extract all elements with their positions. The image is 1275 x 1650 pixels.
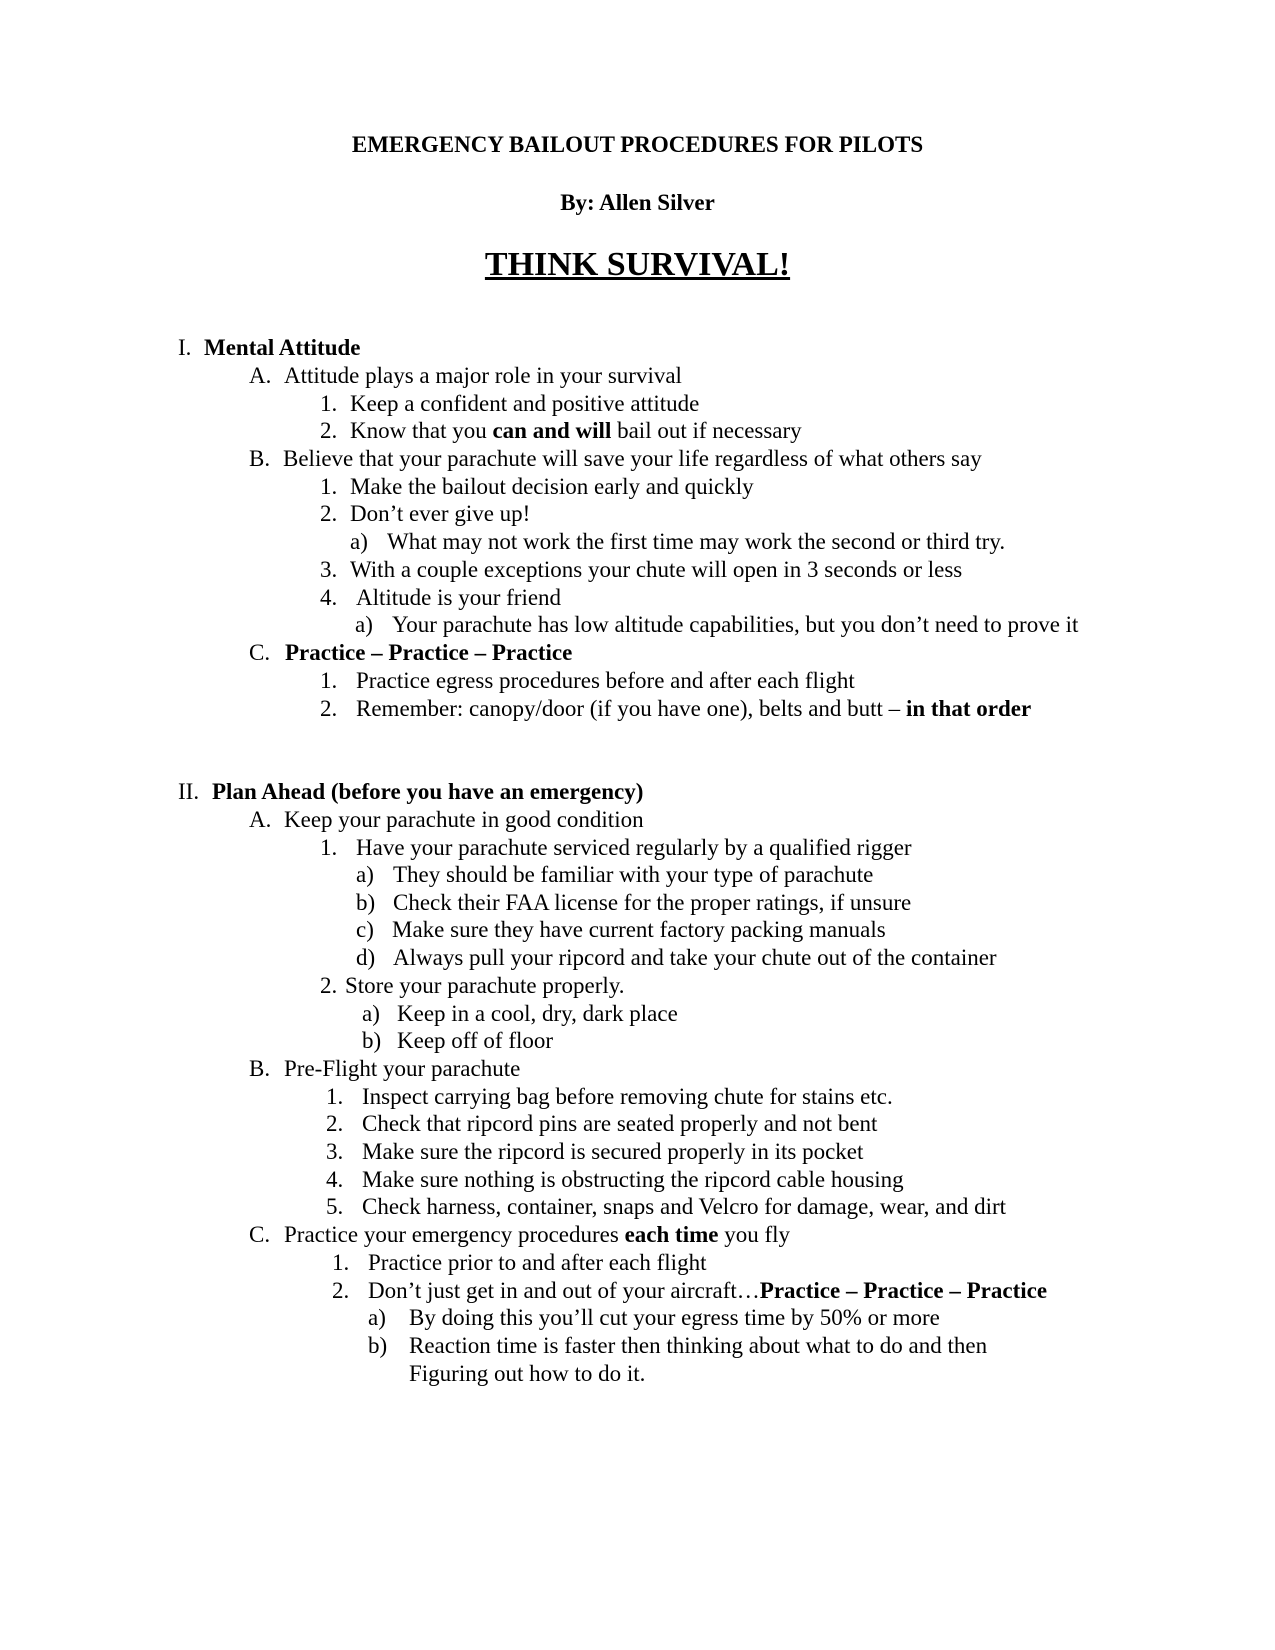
body-text: Check their FAA license for the proper ratings, if unsure xyxy=(393,890,912,915)
outline-marker: 4. xyxy=(320,585,338,610)
outline-marker: 2. xyxy=(320,696,338,721)
outline-text xyxy=(350,392,699,415)
outline-text xyxy=(392,918,886,941)
body-text: Practice your emergency procedures xyxy=(284,1222,625,1247)
outline-text xyxy=(409,1362,645,1385)
outline-marker: 1. xyxy=(326,1084,344,1109)
outline-text xyxy=(284,1223,790,1246)
outline-text xyxy=(283,447,982,470)
outline-text xyxy=(393,863,873,886)
outline-marker: 1. xyxy=(320,474,338,499)
outline-text xyxy=(397,1029,553,1052)
body-text: Make sure the ripcord is secured properly in its pocket xyxy=(362,1139,864,1164)
outline-text xyxy=(212,780,643,803)
body-text: Reaction time is faster then thinking about what to do and then xyxy=(409,1333,988,1358)
outline-text xyxy=(284,808,644,831)
outline-text xyxy=(350,475,754,498)
outline-marker: 1. xyxy=(320,391,338,416)
body-text: Altitude is your friend xyxy=(356,585,562,610)
outline-text xyxy=(362,1168,904,1191)
outline-marker: d) xyxy=(356,945,376,970)
outline-text xyxy=(393,891,911,914)
outline-text xyxy=(368,1279,1047,1302)
outline-marker: B. xyxy=(249,446,271,471)
outline-text xyxy=(397,1002,678,1025)
outline-marker: 2. xyxy=(320,418,338,443)
emphasis-text: Plan Ahead (before you have an emergency) xyxy=(212,779,644,804)
outline-text xyxy=(362,1085,893,1108)
author-byline: By: Allen Silver xyxy=(560,190,715,215)
outline-text xyxy=(284,1057,520,1080)
emphasis-text: Mental Attitude xyxy=(204,335,361,360)
outline-marker: A. xyxy=(249,363,272,388)
outline-text xyxy=(362,1112,877,1135)
outline-marker: 2. xyxy=(320,973,338,998)
outline-text xyxy=(362,1140,863,1163)
document-title: EMERGENCY BAILOUT PROCEDURES FOR PILOTS xyxy=(351,132,924,157)
body-text: Know that you xyxy=(350,418,493,443)
outline-marker: C. xyxy=(249,1222,271,1247)
outline-text xyxy=(362,1195,1006,1218)
body-text: Check harness, container, snaps and Velcro for damage, wear, and dirt xyxy=(362,1194,1007,1219)
body-text: Have your parachute serviced regularly by a qualified rigger xyxy=(356,835,912,860)
body-text: Believe that your parachute will save your life regardless of what others say xyxy=(283,446,982,471)
outline-marker: 1. xyxy=(320,835,338,860)
body-text: Keep your parachute in good condition xyxy=(284,807,644,832)
outline-marker: a) xyxy=(368,1305,386,1330)
outline-text xyxy=(284,364,682,387)
emphasis-text: Practice – Practice – Practice xyxy=(285,640,573,665)
emphasis-text: Practice – Practice – Practice xyxy=(759,1278,1048,1303)
outline-marker: c) xyxy=(356,917,374,942)
body-text: Check that ripcord pins are seated properly and not bent xyxy=(362,1111,878,1136)
outline-text xyxy=(285,641,572,664)
outline-text xyxy=(392,613,1078,636)
outline-marker: b) xyxy=(362,1028,382,1053)
outline-text xyxy=(409,1334,987,1357)
body-text: Keep a confident and positive attitude xyxy=(350,391,700,416)
body-text: Keep off of floor xyxy=(397,1028,554,1053)
emphasis-text: in that order xyxy=(905,696,1032,721)
outline-marker: 2. xyxy=(326,1111,344,1136)
outline-marker: 1. xyxy=(320,668,338,693)
body-text: Make sure nothing is obstructing the ripcord cable housing xyxy=(362,1167,904,1192)
body-text: Don’t just get in and out of your aircraft… xyxy=(368,1278,760,1303)
emphasis-text: each time xyxy=(624,1222,719,1247)
body-text: Store your parachute properly. xyxy=(345,973,625,998)
outline-text xyxy=(350,502,530,525)
outline-marker: a) xyxy=(350,529,368,554)
slogan-heading: THINK SURVIVAL! xyxy=(484,246,791,283)
body-text: Practice egress procedures before and after each flight xyxy=(356,668,855,693)
outline-marker: 4. xyxy=(326,1167,344,1192)
outline-marker: 1. xyxy=(332,1250,350,1275)
outline-marker: 3. xyxy=(320,557,338,582)
outline-marker: I. xyxy=(178,335,192,360)
body-text: With a couple exceptions your chute will open in 3 seconds or less xyxy=(350,557,963,582)
outline-marker: a) xyxy=(362,1001,380,1026)
body-text: Don’t ever give up! xyxy=(350,501,531,526)
body-text: Inspect carrying bag before removing chute for stains etc. xyxy=(362,1084,893,1109)
body-text: Pre-Flight your parachute xyxy=(284,1056,521,1081)
outline-marker: 2. xyxy=(332,1278,350,1303)
outline-text xyxy=(350,558,962,581)
outline-text xyxy=(345,974,625,997)
body-text: Always pull your ripcord and take your chute out of the container xyxy=(393,945,997,970)
emphasis-text: can and will xyxy=(492,418,612,443)
outline-text xyxy=(356,836,912,859)
outline-marker: a) xyxy=(356,862,374,887)
outline-text xyxy=(204,336,361,359)
outline-marker: II. xyxy=(178,779,200,804)
outline-text xyxy=(356,669,855,692)
body-text: Make the bailout decision early and quickly xyxy=(350,474,754,499)
outline-text xyxy=(368,1251,706,1274)
body-text: Keep in a cool, dry, dark place xyxy=(397,1001,678,1026)
outline-marker: 2. xyxy=(320,501,338,526)
outline-marker: b) xyxy=(368,1333,388,1358)
body-text: They should be familiar with your type of parachute xyxy=(393,862,874,887)
body-text: you fly xyxy=(718,1222,791,1247)
outline-text xyxy=(409,1306,940,1329)
outline-marker: a) xyxy=(355,612,373,637)
outline-marker: A. xyxy=(249,807,272,832)
outline-marker: b) xyxy=(356,890,376,915)
outline-marker: B. xyxy=(249,1056,271,1081)
body-text: Make sure they have current factory packing manuals xyxy=(392,917,886,942)
body-text: Remember: canopy/door (if you have one), belts and butt – xyxy=(356,696,906,721)
body-text: By doing this you’ll cut your egress time by 50% or more xyxy=(409,1305,940,1330)
outline-text xyxy=(356,697,1031,720)
body-text: Figuring out how to do it. xyxy=(409,1361,646,1386)
body-text: Practice prior to and after each flight xyxy=(368,1250,707,1275)
outline-text xyxy=(350,419,802,442)
outline-marker: 3. xyxy=(326,1139,344,1164)
outline-text xyxy=(387,530,1005,553)
outline-text xyxy=(356,586,561,609)
outline-marker: 5. xyxy=(326,1194,344,1219)
body-text: Attitude plays a major role in your survival xyxy=(284,363,682,388)
body-text: What may not work the first time may work the second or third try. xyxy=(387,529,1006,554)
outline-marker: C. xyxy=(249,640,271,665)
outline-text xyxy=(393,946,997,969)
body-text: Your parachute has low altitude capabilities, but you don’t need to prove it xyxy=(392,612,1079,637)
body-text: bail out if necessary xyxy=(611,418,802,443)
